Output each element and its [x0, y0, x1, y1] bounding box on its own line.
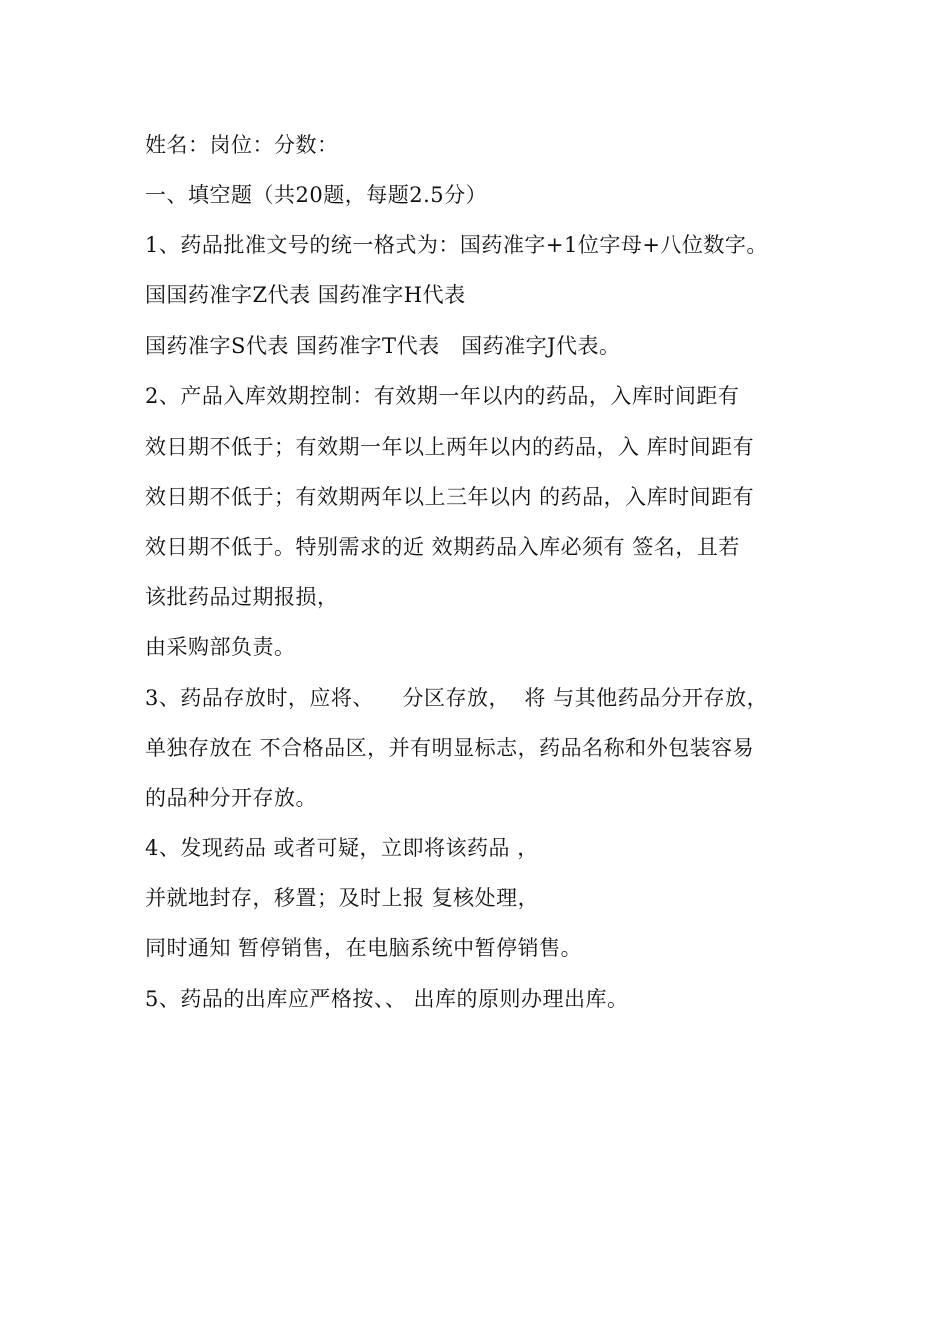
- question-3-line-2: 单独存放在 不合格品区，并有明显标志，药品名称和外包装容易: [145, 736, 755, 760]
- question-3-line-3: 的品种分开存放。: [145, 786, 317, 810]
- question-4-line-3: 同时通知 暂停销售，在电脑系统中暂停销售。: [145, 936, 583, 960]
- question-4-line-2: 并就地封存，移置；及时上报 复核处理，: [145, 886, 540, 910]
- question-2-line-5: 该批药品过期报损，: [145, 585, 339, 609]
- question-1-line-2: 国国药准字Z代表 国药准字H代表: [145, 283, 466, 307]
- section-title: 一、填空题（共20题，每题2.5分）: [145, 183, 488, 207]
- question-3-line-1: 3、药品存放时，应将、 分区存放， 将 与其他药品分开存放，: [145, 686, 769, 710]
- question-1-line-3: 国药准字S代表 国药准字T代表 国药准字J代表。: [145, 334, 621, 358]
- question-1-line-1: 1、药品批准文号的统一格式为：国药准字+1位字母+八位数字。: [145, 233, 768, 257]
- question-2-line-3: 效日期不低于；有效期两年以上三年以内 的药品，入库时间距有: [145, 485, 755, 509]
- question-5-line-1: 5、药品的出库应严格按、、 出库的原则办理出库。: [145, 987, 629, 1011]
- question-2-line-2: 效日期不低于；有效期一年以上两年以内的药品，入 库时间距有: [145, 435, 755, 459]
- question-2-line-4: 效日期不低于。特别需求的近 效期药品入库必须有 签名，且若: [145, 535, 740, 559]
- question-2-line-6: 由采购部负责。: [145, 635, 296, 659]
- question-2-line-1: 2、产品入库效期控制：有效期一年以内的药品，入库时间距有: [145, 384, 740, 408]
- question-4-line-1: 4、发现药品 或者可疑，立即将该药品 ，: [145, 836, 539, 860]
- header-fields: 姓名：岗位：分数：: [145, 133, 339, 157]
